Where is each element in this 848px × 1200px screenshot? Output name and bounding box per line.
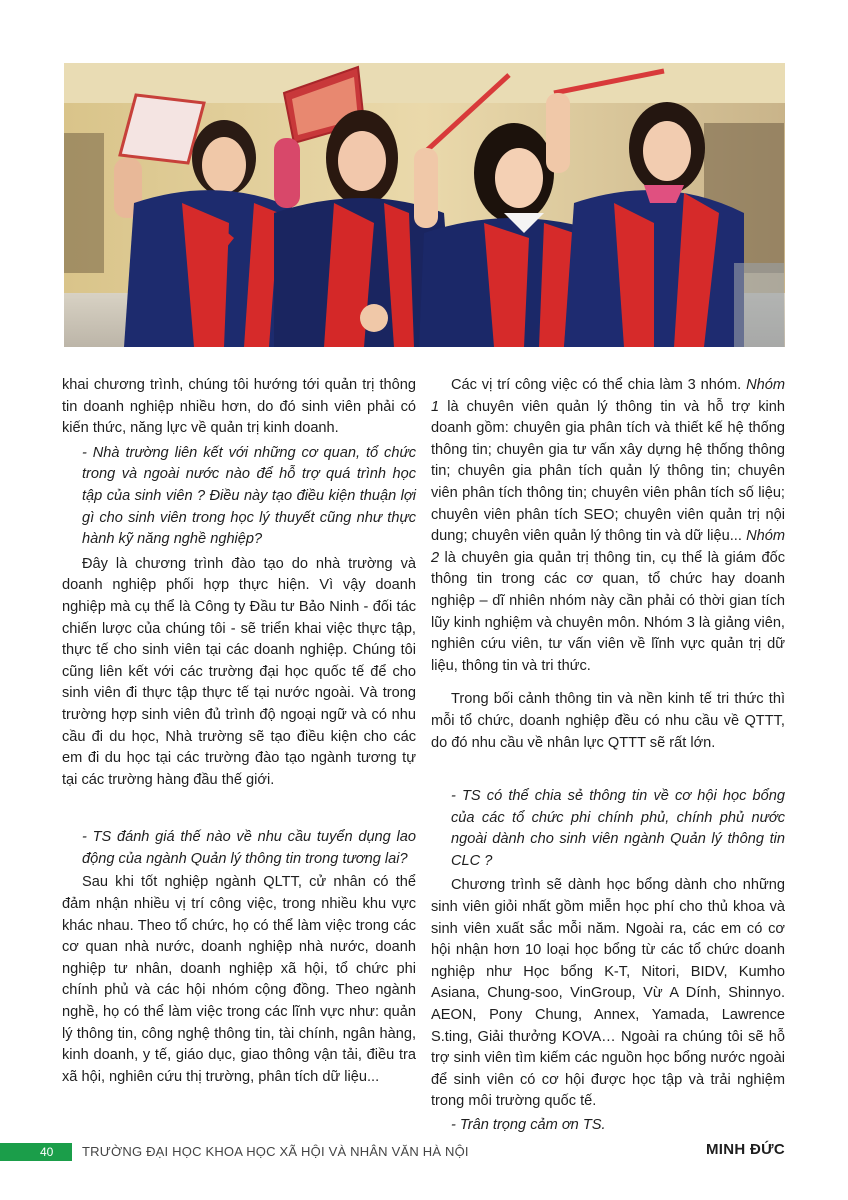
article-paragraph: Chương trình sẽ dành học bổng dành cho những sinh viên giỏi nhất gồm miễn học phí cho thủ khoa và sinh viên xuất sắc mỗi năm. Ngoài ra, các em có cơ hội nhận hơn 10 loại học bổng từ các tổ chức doanh nghiệp như Học bổng K-T, Nitori, BIDV, Kumho Asiana, Chung-soo, VinGroup, Vừ A Dính, Shinnyo. AEON, Pony Chung, Annex, Yamada, Lawrence S.ting, Giải thưởng KOVA… Ngoài ra chúng tôi sẽ hỗ trợ sinh viên tìm kiếm các nguồn học bổng nước ngoài để sinh viên có cơ hội được học tập và trải nghiệm trong môi trường quốc tế. — [431, 877, 785, 1110]
page-footer — [0, 1143, 848, 1161]
footer-accent-bar — [0, 1143, 72, 1161]
graduation-photo — [64, 63, 785, 347]
interview-question: - TS có thể chia sẻ thông tin về cơ hội học bổng của các tổ chức phi chính phủ, chính phủ nước ngoài dành cho sinh viên ngành Quản lý thông tin CLC ? — [451, 788, 785, 869]
article-paragraph: Trong bối cảnh thông tin và nền kinh tế tri thức thì mỗi tổ chức, doanh nghiệp đều có nhu cầu về QTTT, do đó nhu cầu về nhân lực QTTT sẽ rất lớn. — [431, 691, 785, 751]
article-paragraph: Sau khi tốt nghiệp ngành QLTT, cử nhân có thể đảm nhận nhiều vị trí công việc, trong nhiều khu vực khác nhau. Theo tổ chức, họ có thể làm việc trong các cơ quan nhà nước, doanh nghiệp nhà nước, doanh nghiệp tư nhân, doanh nghiệp xã hội, tổ chức phi chính phủ và các hội nhóm cộng đồng. Theo ngành nghề, họ có thể làm việc trong các lĩnh vực như: quản lý thông tin, công nghệ thông tin, tài chính, ngân hàng, kinh doanh, y tế, giáo dục, giao thông vận tải, điều tra xã hội, nghiên cứu thị trường, phân tích dữ liệu... — [62, 874, 416, 1085]
text-run: Các vị trí công việc có thể chia làm 3 nhóm. — [451, 377, 747, 393]
left-column — [62, 375, 416, 1088]
article-paragraph — [431, 375, 785, 677]
group-label: Nhóm 2 — [431, 528, 785, 566]
page-number: 40 — [40, 1145, 54, 1159]
interview-question: - Nhà trường liên kết với những cơ quan, tổ chức trong và ngoài nước nào để hỗ trợ quá trình học tập của sinh viên ? Điều này tạo điều kiện thuận lợi gì cho sinh viên trong học lý thuyết cũng như thực hành kỹ năng nghề nghiệp? — [82, 444, 416, 548]
article-paragraph: Đây là chương trình đào tạo do nhà trường và doanh nghiệp phối hợp thực hiện. Vì vậy doanh nghiệp mà cụ thể là Công ty Đầu tư Bảo Ninh - đối tác chiến lược của chúng tôi - sẽ triển khai việc thực tập, thực tế cho sinh viên tại các doanh nghiệp. Chúng tôi cũng liên kết với các trường đại học quốc tế để cho sinh viên đi thực tập thực tế tại nước ngoài. Và trong trường hợp sinh viên đủ trình độ ngoại ngữ và có nhu cầu đi du học, Nhà trường sẽ tạo điều kiện cho các em đi du học tại các trường đào tạo ngành tương tự tại các trường hàng đầu thế giới. — [62, 555, 416, 788]
closing-thanks: - Trân trọng cảm ơn TS. — [451, 1117, 606, 1133]
text-run: là chuyên gia quản trị thông tin, cụ thể là giám đốc thông tin trong các cơ quan, tổ chức hay doanh nghiệp – dĩ nhiên nhóm này cần phải có thời gian tích lũy kinh nghiệm và chuyên môn. Nhóm 3 là giảng viên, nghiên cứu viên, tư vấn viên về lĩnh vực quản trị dữ liệu, thông tin và tri thức. — [431, 549, 785, 674]
footer-publication-name: TRƯỜNG ĐẠI HỌC KHOA HỌC XÃ HỘI VÀ NHÂN VĂN HÀ NỘI — [82, 1144, 469, 1159]
text-run: là chuyên viên quản lý thông tin và hỗ trợ kinh doanh gồm: chuyên gia phân tích và thiết kế hệ thống thông tin; chuyên gia tư vấn xây dựng hệ thống thông tin; chuyên gia phân tích quản lý thông tin; chuyên viên phân tích thông tin; chuyên viên phân tích số liệu; chuyên viên phân tích SEO; chuyên viên quản trị nội dung; chuyên viên quản lý thông tin và dữ liệu... — [431, 398, 785, 545]
author-signature: MINH ĐỨC — [705, 1140, 785, 1158]
graduation-photo-illustration — [64, 63, 785, 347]
right-column — [431, 375, 785, 1160]
interview-question: - TS đánh giá thế nào về nhu cầu tuyển dụng lao động của ngành Quản lý thông tin trong tương lai? — [82, 829, 416, 867]
group-label: Nhóm 1 — [431, 377, 785, 415]
article-paragraph: khai chương trình, chúng tôi hướng tới quản trị thông tin doanh nghiệp nhiều hơn, do đó sinh viên phải có kiến thức, năng lực về quản trị kinh doanh. — [62, 377, 416, 437]
